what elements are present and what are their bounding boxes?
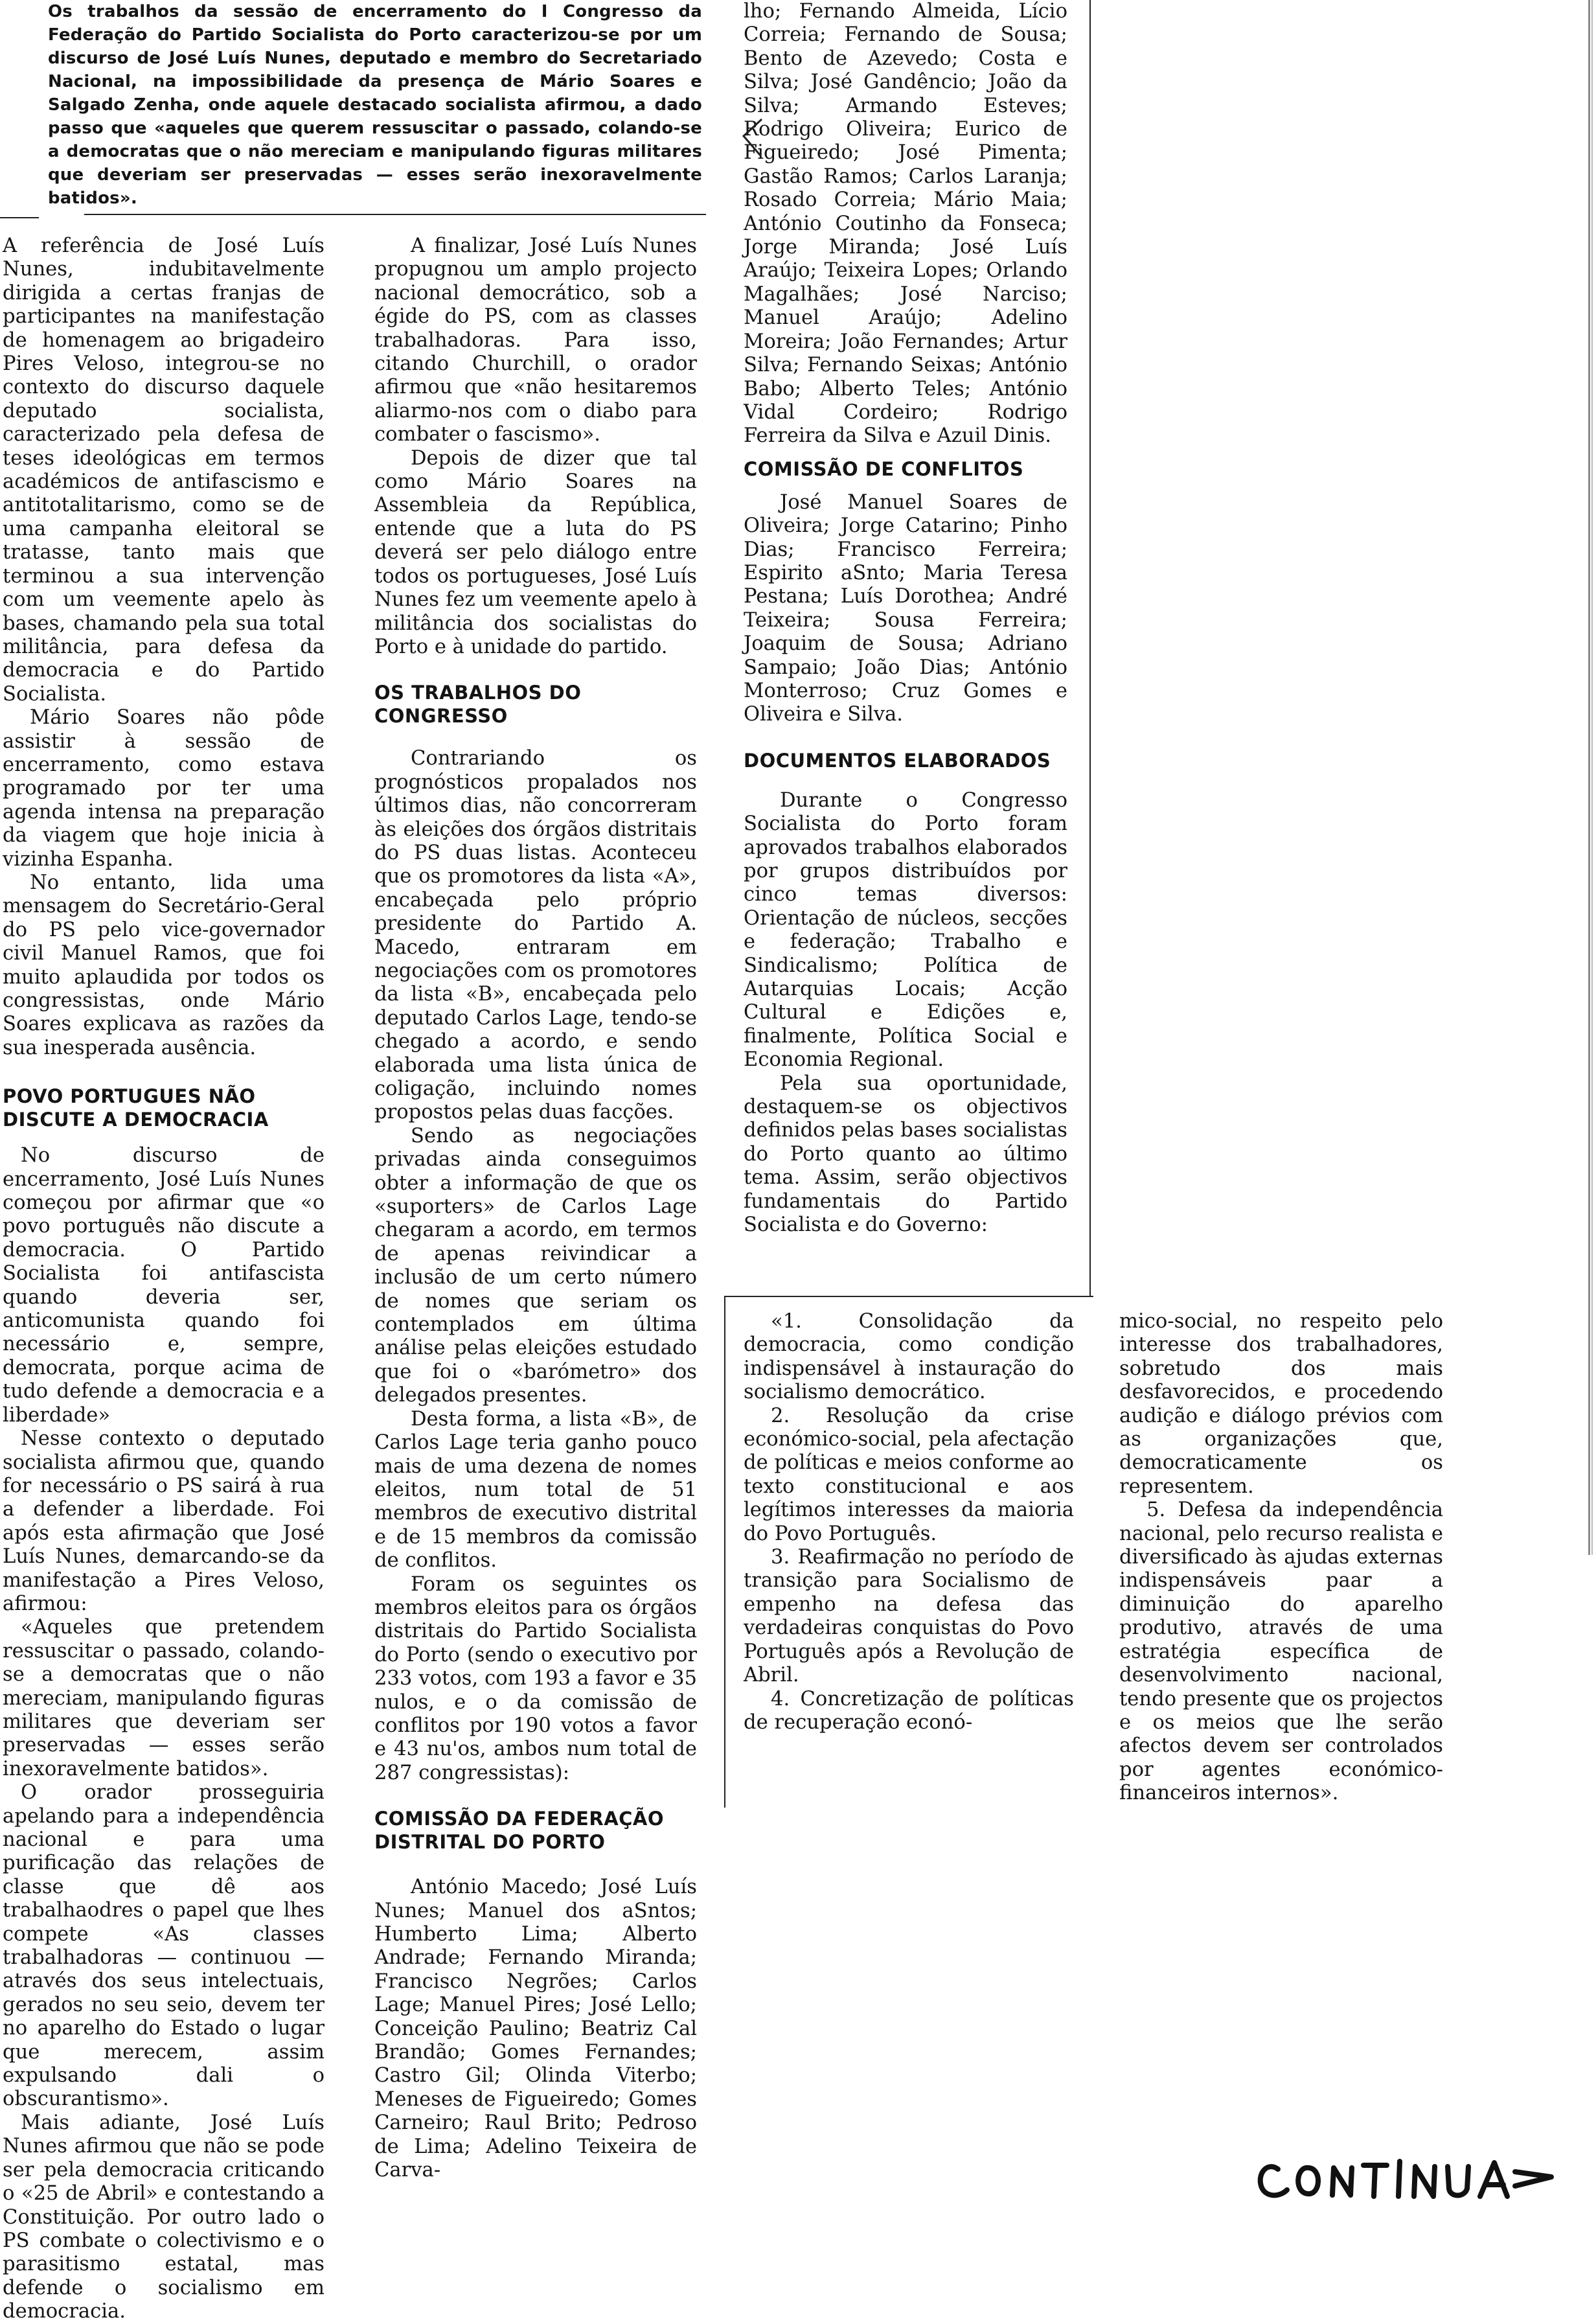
col3-heading-documentos: DOCUMENTOS ELABORADOS [744, 749, 1051, 772]
col1-heading: POVO PORTUGUES NÃO DISCUTE A DEMOCRACIA [3, 1085, 269, 1131]
col1-paragraph-2: Mário Soares não pôde assistir à sessão de encerramento, como estava programado por ter uma agenda intensa na preparação da viagem que hoje inicia à vizinha Espanha. [3, 706, 325, 871]
handwritten-continua-note [1253, 2135, 1558, 2213]
block-top-rule [724, 1296, 1093, 1297]
col1-paragraph-7: O orador prosseguiria apelando para a independência nacional e para uma purificação das relações de classe que dê aos trabalhaodres o papel que lhes compete «As classes trabalhadoras — continuou — através dos seus intelectuais, gerados no seu seio, devem ter no aparelho do Estado o lugar que merecem, assim expulsando dali o obscurantismo». [3, 1781, 325, 2111]
col5-paragraph-1: mico-social, no respeito pelo interesse dos trabalhadores, sobretudo dos mais desfavorecidos, e procedendo audição e diálogo prévios com as organizações que, democraticamente os representem. [1119, 1310, 1443, 1498]
lead-underline-rule [84, 214, 706, 215]
col2-heading-trabalhos: OS TRABALHOS DO CONGRESSO [374, 682, 582, 728]
col3-paragraph-2: José Manuel Soares de Oliveira; Jorge Catarino; Pinho Dias; Francisco Ferreira; Espirito aSnto; Maria Teresa Pestana; Luís Dorothea; André Teixeira; Sousa Ferreira; Joaquim de Sousa; Adriano Sampaio; João Dias; António Monterroso; Cruz Gomes e Oliveira e Silva. [744, 490, 1067, 726]
col4-item-3: 3. Reafirmação no período de transição para Socialismo de empenho na defesa das verdadeiras conquistas do Povo Português após a Revolução de Abril. [744, 1546, 1074, 1687]
col3-paragraph-3: Durante o Congresso Socialista do Porto foram aprovados trabalhos elaborados por grupos distribuídos por cinco temas diversos: Orientação de núcleos, secções e federação; Trabalho e Sindicalismo; Política de Autarquias Locais; Acção Cultural e Edições e, finalmente, Política Social e Economia Regional. [744, 788, 1067, 1072]
col1-paragraph-5: Nesse contexto o deputado socialista afirmou que, quando for necessário o PS sairá à rua a defender a liberdade. Foi após esta afirmação que José Luís Nunes, demarcando-se da manifestação a Pires Veloso, afirmou: [3, 1427, 325, 1615]
column-3 [744, 0, 1067, 1237]
column-5 [1119, 1310, 1443, 1806]
lead-paragraph: Os trabalhos da sessão de encerramento do I Congresso da Federação do Partido Socialista do Porto caracterizou-se por um discurso de José Luís Nunes, deputado e membro do Secretariado Nacional, na impossibilidade da presença de Mário Soares e Salgado Zenha, onde aquele destacado socialista afirmou, a dado passo que «aqueles que querem ressuscitar o passado, colando-se a democratas que o não mereciam e manipulando figuras militares que deveriam ser preservadas — esses serão inexoravelmente batidos». [48, 2, 702, 208]
column-2 [374, 235, 697, 2182]
scan-edge-noise [1570, 0, 1596, 1555]
col4-item-2: 2. Resolução da crise económico-social, pela afectação de políticas e meios conforme ao texto constitucional e aos legítimos interesses da maioria do Povo Português. [744, 1404, 1074, 1545]
col2-heading-comissao-federacao: COMISSÃO DA FEDERAÇÃO DISTRITAL DO PORTO [374, 1808, 665, 1854]
margin-mark [738, 117, 764, 162]
lead-left-rule [0, 217, 39, 218]
col2-paragraph-4: Sendo as negociações privadas ainda conseguimos obter a informação de que os «suporters» de Carlos Lage chegaram a acordo, em termos de apenas reivindicar a inclusão de um certo número de nomes que seriam os contemplados em última análise pelas eleições estudado que foi o «barómetro» dos delegados presentes. [374, 1124, 697, 1407]
col2-paragraph-3: Contrariando os prognósticos propalados nos últimos dias, não concorreram às eleições dos órgãos distritais do PS duas listas. Aconteceu que os promotores da lista «A», encabeçada pelo próprio presidente do Partido A. Macedo, entraram em negociações com os promotores da lista «B», encabeçada pelo deputado Carlos Lage, tendo-se chegado a acordo, e sendo elaborada uma lista única de coligação, incluindo nomes propostos pelas duas facções. [374, 747, 697, 1124]
col1-paragraph-1: A referência de José Luís Nunes, indubitavelmente dirigida a certas franjas de participantes na manifestação de homenagem ao brigadeiro Pires Veloso, integrou-se no contexto do discurso daquele deputado socialista, caracterizado pela defesa de teses ideológicas em termos académicos de antifascismo e antitotalitarismo, como se de uma campanha eleitoral se tratasse, tanto mais que terminou a sua intervenção com um veemente apelo às bases, chamando pela sua total militância, para defesa da democracia e do Partido Socialista. [3, 235, 325, 706]
col1-paragraph-8: Mais adiante, José Luís Nunes afirmou que não se pode ser pela democracia criticando o «25 de Abril» e contestando a Constituição. Por outro lado o PS combate o colectivismo e o parasitismo estatal, mas defende o socialismo em democracia. [3, 2111, 325, 2323]
col3-heading-conflitos: COMISSÃO DE CONFLITOS [744, 457, 1024, 480]
col3-paragraph-4: Pela sua oportunidade, destaquem-se os objectivos definidos pelas bases socialistas do Porto quanto ao último tema. Assim, serão objectivos fundamentais do Partido Socialista e do Governo: [744, 1072, 1067, 1237]
col2-paragraph-6: Foram os seguintes os membros eleitos para os órgãos distritais do Partido Socialista do Porto (sendo o executivo por 233 votos, com 193 a favor e 35 nulos, e o da comissão de conflitos por 190 votos a favor e 43 nu'os, ambos num total de 287 congressistas): [374, 1572, 697, 1784]
col1-paragraph-3: No entanto, lida uma mensagem do Secretário-Geral do PS pelo vice-governador civil Manuel Ramos, que foi muito aplaudida por todos os congressistas, onde Mário Soares explicava as razões da sua inesperada ausência. [3, 871, 325, 1059]
column-4 [744, 1310, 1074, 1734]
col5-item-5: 5. Defesa da independência nacional, pelo recurso realista e diversificado às ajudas externas indispensáveis paar a diminuição do aparelho produtivo, através de uma estratégia específica de desenvolvimento nacional, tendo presente que os projectos e os meios que lhe serão afectos devem ser controlados por agentes económico-financeiros internos». [1119, 1499, 1443, 1805]
col2-paragraph-2: Depois de dizer que tal como Mário Soares na Assembleia da República, entende que a luta do PS deverá ser pelo diálogo entre todos os portugueses, José Luís Nunes fez um veemente apelo à militância dos socialistas do Porto e à unidade do partido. [374, 446, 697, 658]
col3-paragraph-1: lho; Fernando Almeida, Lício Correia; Fernando de Sousa; Bento de Azevedo; Costa e Silva; José Gandêncio; João da Silva; Armando Esteves; Rodrigo Oliveira; Eurico de Figueiredo; José Pimenta; Gastão Ramos; Carlos Laranja; Rosado Correia; Mário Maia; António Coutinho da Fonseca; Jorge Miranda; José Luís Araújo; Teixeira Lopes; Orlando Magalhães; José Narciso; Manuel Araújo; Adelino Moreira; João Fernandes; Artur Silva; Fernando Seixas; António Babo; Alberto Teles; António Vidal Cordeiro; Rodrigo Ferreira da Silva e Azuil Dinis. [744, 0, 1067, 448]
col4-item-4: 4. Concretização de políticas de recuperação econó- [744, 1687, 1074, 1734]
col1-paragraph-6: «Aqueles que pretendem ressuscitar o passado, colando-se a democratas que o não mereciam, manipulando figuras militares que deveriam ser preservadas — esses serão inexoravelmente batidos». [3, 1616, 325, 1780]
col2-paragraph-5: Desta forma, a lista «B», de Carlos Lage teria ganho pouco mais de uma dezena de nomes eleitos, num total de 51 membros de executivo distrital e de 15 membros da comissão de conflitos. [374, 1407, 697, 1572]
col2-paragraph-7: António Macedo; José Luís Nunes; Manuel dos aSntos; Humberto Lima; Alberto Andrade; Fernando Miranda; Francisco Negrões; Carlos Lage; Manuel Pires; José Lello; Conceição Paulino; Beatriz Cal Brandão; Gomes Fernandes; Castro Gil; Olinda Viterbo; Meneses de Figueiredo; Gomes Carneiro; Raul Brito; Pedroso de Lima; Adelino Teixeira de Carva- [374, 1876, 697, 2182]
column-1 [3, 235, 325, 2324]
col1-paragraph-4: No discurso de encerramento, José Luís Nunes começou por afirmar que «o povo português não discute a democracia. O Partido Socialista foi antifascista quando deveria ser, anticomunista quando foi necessário e, sempre, democrata, porque acima de tudo defende a democracia e a liberdade» [3, 1144, 325, 1427]
col4-item-1: «1. Consolidação da democracia, como condição indispensável à instauração do socialismo democrático. [744, 1310, 1074, 1404]
col2-paragraph-1: A finalizar, José Luís Nunes propugnou um amplo projecto nacional democrático, sob a égide do PS, com as classes trabalhadoras. Para isso, citando Churchill, o orador afirmou que «não hesitaremos aliarmo-nos com o diabo para combater o fascismo». [374, 235, 697, 446]
column-3-right-rule [1089, 0, 1091, 1296]
block-left-rule [724, 1296, 725, 1808]
handwritten-note-text: CONTINUA [1253, 2135, 1257, 2136]
